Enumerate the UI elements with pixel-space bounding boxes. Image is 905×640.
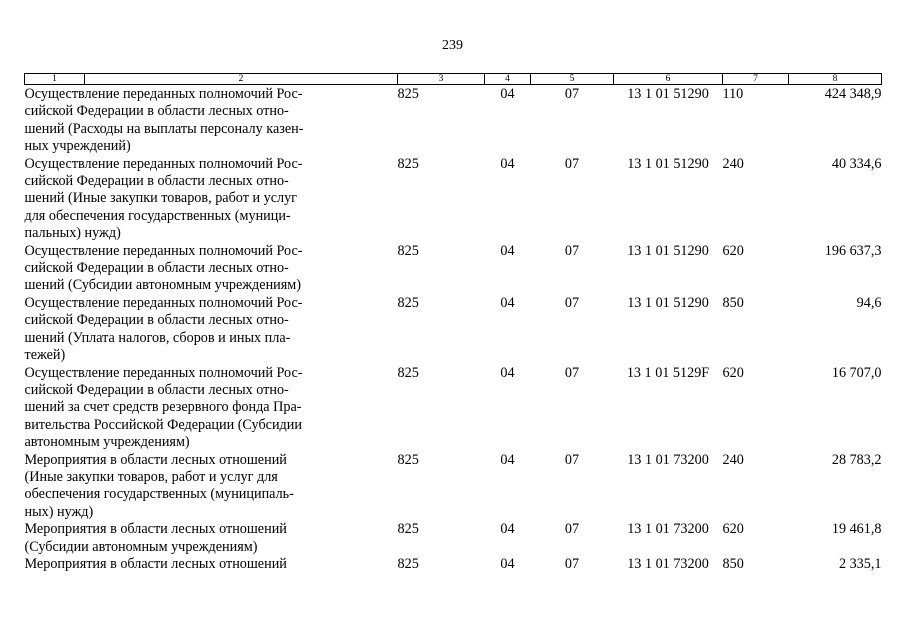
- description-line: шений (Уплата налогов, сборов и иных пла-: [24, 329, 291, 346]
- description-line: Осуществление переданных полномочий Рос-: [24, 294, 303, 311]
- section-code: 04: [500, 521, 515, 538]
- description-line: сийской Федерации в области лесных отно-: [24, 173, 289, 190]
- target-article-code: 13 1 01 5129F: [626, 364, 710, 381]
- description-line: пальных) нужд): [24, 225, 121, 242]
- header-cell-6: 6: [614, 74, 723, 85]
- amount-value: 40 334,6: [831, 155, 882, 172]
- table-row: [25, 452, 882, 522]
- ministry-code: 825: [397, 555, 419, 572]
- table-row: [25, 243, 882, 295]
- description-line: сийской Федерации в области лесных отно-: [24, 103, 289, 120]
- header-cell-8: 8: [789, 74, 882, 85]
- expense-type-code: 620: [722, 364, 744, 381]
- row-description: [25, 243, 398, 295]
- description-line: Осуществление переданных полномочий Рос-: [24, 86, 303, 102]
- subsection-code: 07: [564, 294, 580, 311]
- description-line: тежей): [24, 347, 66, 364]
- amount-value: 16 707,0: [831, 364, 882, 381]
- subsection-code: 07: [564, 364, 580, 381]
- expense-type-code: 240: [722, 155, 744, 172]
- section-code: 04: [500, 294, 515, 311]
- description-line: шений (Иные закупки товаров, работ и услуг: [24, 190, 297, 207]
- target-article-code: 13 1 01 73200: [627, 451, 709, 468]
- target-article-code: 13 1 01 73200: [627, 555, 709, 572]
- table-body: [25, 85, 882, 574]
- target-article-code: 13 1 01 51290: [627, 242, 709, 259]
- description-line: Мероприятия в области лесных отношений: [24, 451, 287, 468]
- target-article-code: 13 1 01 51290: [627, 294, 709, 311]
- section-code: 04: [500, 242, 515, 259]
- row-description: [25, 156, 398, 243]
- subsection-code: 07: [564, 242, 580, 259]
- description-line: ных) нужд): [24, 503, 94, 520]
- description-line: Осуществление переданных полномочий Рос-: [24, 155, 303, 172]
- table-row: [25, 85, 882, 156]
- amount-value: 28 783,2: [831, 451, 882, 468]
- ministry-code: 825: [397, 521, 419, 538]
- description-line: шений (Субсидии автономным учреждениям): [24, 277, 301, 294]
- ministry-code: 825: [397, 451, 419, 468]
- description-line: сийской Федерации в области лесных отно-: [24, 260, 289, 277]
- ministry-code: 825: [397, 155, 419, 172]
- ministry-code: 825: [397, 86, 419, 102]
- table-row: [25, 156, 882, 243]
- description-line: шений (Расходы на выплаты персоналу казен-: [24, 120, 304, 137]
- subsection-code: 07: [564, 521, 580, 538]
- row-description: [25, 85, 398, 156]
- target-article-code: 13 1 01 51290: [627, 155, 709, 172]
- description-line: (Иные закупки товаров, работ и услуг для: [24, 468, 278, 485]
- ministry-code: 825: [397, 364, 419, 381]
- header-cell-3: 3: [398, 74, 485, 85]
- table-row: [25, 521, 882, 556]
- description-line: сийской Федерации в области лесных отно-: [24, 381, 289, 398]
- subsection-code: 07: [564, 555, 580, 572]
- subsection-code: 07: [564, 86, 580, 102]
- row-description: [25, 452, 398, 522]
- header-cell-1: 1: [25, 74, 85, 85]
- subsection-code: 07: [564, 451, 580, 468]
- ministry-code: 825: [397, 294, 419, 311]
- budget-table: [24, 73, 882, 573]
- ministry-code: 825: [397, 242, 419, 259]
- row-description: [25, 365, 398, 452]
- row-description: [25, 556, 398, 573]
- expense-type-code: 110: [722, 86, 744, 102]
- expense-type-code: 850: [722, 555, 744, 572]
- description-line: сийской Федерации в области лесных отно-: [24, 312, 289, 329]
- expense-type-code: 620: [722, 242, 744, 259]
- subsection-code: 07: [564, 155, 580, 172]
- row-description: [25, 521, 398, 556]
- section-code: 04: [500, 451, 515, 468]
- target-article-code: 13 1 01 73200: [627, 521, 709, 538]
- section-code: 04: [500, 364, 515, 381]
- description-line: Осуществление переданных полномочий Рос-: [24, 242, 303, 259]
- description-line: шений за счет средств резервного фонда Пра-: [24, 399, 302, 416]
- table-row: [25, 365, 882, 452]
- description-line: ных учреждений): [24, 138, 131, 155]
- section-code: 04: [500, 555, 515, 572]
- table-row: [25, 556, 882, 573]
- description-line: обеспечения государственных (муниципаль-: [24, 486, 294, 503]
- description-line: автономным учреждениям): [24, 434, 190, 451]
- description-line: Осуществление переданных полномочий Рос-: [24, 364, 303, 381]
- table-row: [25, 295, 882, 365]
- expense-type-code: 850: [722, 294, 744, 311]
- column-number-header: [25, 74, 882, 85]
- description-line: Мероприятия в области лесных отношений: [24, 521, 287, 538]
- header-cell-4: 4: [485, 74, 531, 85]
- amount-value: 94,6: [856, 294, 882, 311]
- description-line: Мероприятия в области лесных отношений: [24, 555, 287, 572]
- description-line: для обеспечения государственных (муници-: [24, 207, 291, 224]
- header-cell-7: 7: [723, 74, 789, 85]
- description-line: вительства Российской Федерации (Субсидии: [24, 416, 302, 433]
- amount-value: 196 637,3: [824, 242, 882, 259]
- row-description: [25, 295, 398, 365]
- amount-value: 19 461,8: [831, 521, 882, 538]
- header-cell-2: 2: [85, 74, 398, 85]
- description-line: (Субсидии автономным учреждениям): [24, 538, 258, 555]
- expense-type-code: 620: [722, 521, 744, 538]
- amount-value: 424 348,9: [824, 86, 882, 102]
- page-number: 239: [442, 38, 463, 53]
- section-code: 04: [500, 155, 515, 172]
- amount-value: 2 335,1: [838, 555, 882, 572]
- target-article-code: 13 1 01 51290: [627, 86, 709, 102]
- header-cell-5: 5: [531, 74, 614, 85]
- section-code: 04: [500, 86, 515, 102]
- expense-type-code: 240: [722, 451, 744, 468]
